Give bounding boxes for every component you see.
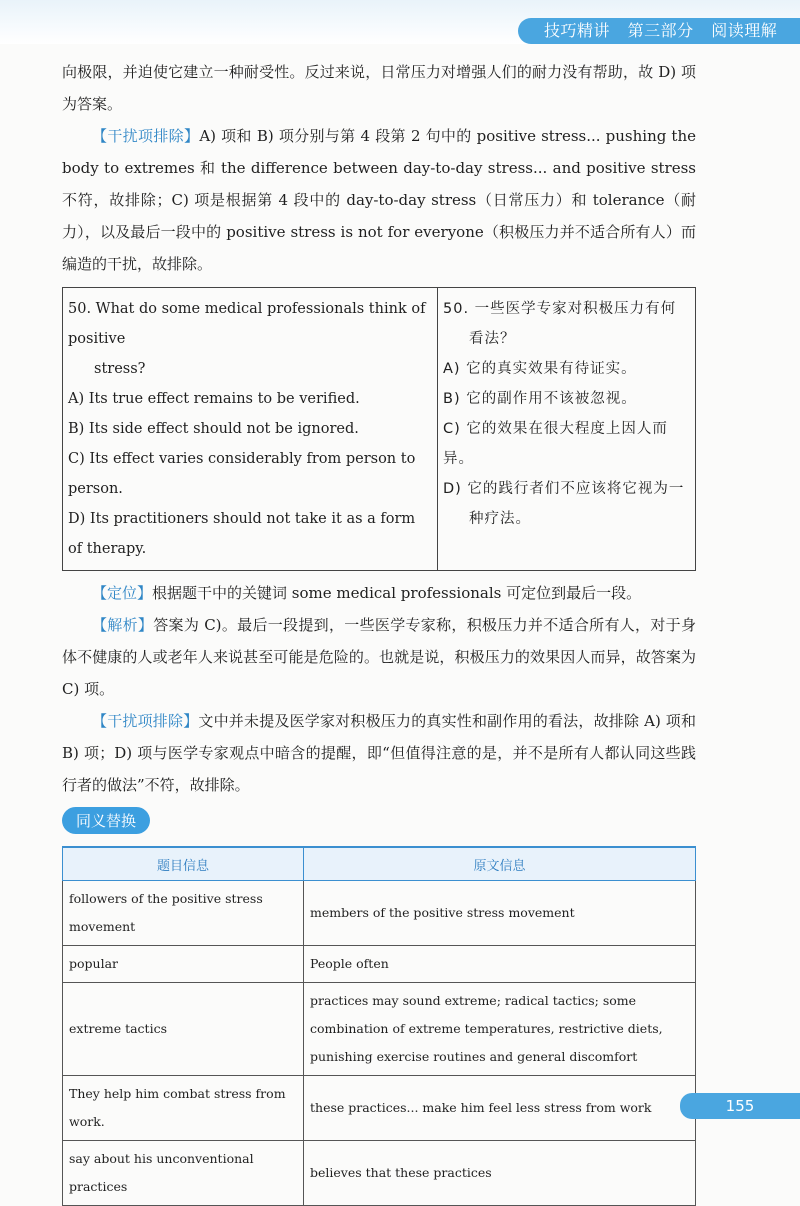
question-en-option-b: B) Its side effect should not be ignored. [68,421,359,437]
synonym-header-question: 题目信息 [63,847,304,881]
table-row [63,983,696,1076]
question-en-stem: 50. What do some medical professionals think of positive [68,301,426,347]
header-section: 技巧精讲 [544,21,611,40]
question-en-option-a: A) Its true effect remains to be verified. [68,391,360,407]
table-row [63,1076,696,1141]
question-en-option-c: C) Its effect varies considerably from person to person. [68,451,416,497]
synonym-header-original: 原文信息 [304,847,696,881]
synonym-header-row [63,847,696,881]
analysis-text: 答案为 C)。最后一段提到，一些医学专家称，积极压力并不适合所有人，对于身体不健康的人或老年人来说甚至可能是危险的。也就是说，积极压力的效果因人而异，故答案为 C) 项。 [62,616,696,698]
synonym-question-cell: extreme tactics [63,983,304,1076]
distractor-50-text: 文中并未提及医学家对积极压力的真实性和副作用的看法，故排除 A) 项和 B) 项；D) 项与医学专家观点中暗含的提醒，即“但值得注意的是，并不是所有人都认同这些践行者的做法”不符，故排除。 [62,712,696,794]
question-zh-stem-cont: 看法？ [469,331,516,347]
question-zh-stem: 50. 一些医学专家对积极压力有何 [443,301,677,317]
synonym-original-cell: these practices... make him feel less stress from work [304,1076,696,1141]
synonym-original-cell: members of the positive stress movement [304,881,696,946]
page-content [62,56,696,1206]
question-zh [438,288,696,571]
question-zh-option-c: C) 它的效果在很大程度上因人而异。 [443,421,668,467]
locate-text: 根据题干中的关键词 some medical professionals 可定位到最后一段。 [152,584,642,602]
synonym-original-cell: practices may sound extreme; radical tactics; some combination of extreme temperatures, restrictive diets, punishing exercise routines and general discomfort [304,983,696,1076]
question-zh-option-a: A) 它的真实效果有待证实。 [443,361,637,377]
distractor-text: A) 项和 B) 项分别与第 4 段第 2 句中的 positive stress... pushing the body to extremes 和 the difference between day-to-day stress... and positive stress 不符，故排除；C) 项是根据第 4 段中的 day-to-day stress（日常压力）和 tolerance（耐力），以及最后一段中的 positive stress is not for everyone（积极压力并不适合所有人）而编造的干扰，故排除。 [62,127,696,273]
header-tab [518,18,800,44]
table-row [63,1141,696,1206]
question-table [62,287,696,571]
table-row [63,881,696,946]
synonym-question-cell: followers of the positive stress movement [63,881,304,946]
synonym-question-cell: popular [63,946,304,983]
question-zh-option-d: D) 它的践行者们不应该将它视为一 [443,481,685,497]
synonym-original-cell: believes that these practices [304,1141,696,1206]
synonym-question-cell: say about his unconventional practices [63,1141,304,1206]
question-en-option-d: D) Its practitioners should not take it as a form of therapy. [68,511,416,557]
header-part: 第三部分 [627,21,694,40]
paragraph-analysis [62,609,696,705]
analysis-tag: 【解析】 [92,616,154,634]
synonym-label: 同义替换 [62,807,150,834]
page-number: 155 [680,1093,800,1119]
question-zh-option-d-cont: 种疗法。 [469,511,531,527]
table-row [63,946,696,983]
synonym-table [62,846,696,1206]
header-topic: 阅读理解 [711,21,778,40]
question-en [63,288,438,571]
question-zh-option-b: B) 它的副作用不该被忽视。 [443,391,637,407]
paragraph-distractor-49 [62,120,696,280]
synonym-original-cell: People often [304,946,696,983]
paragraph-locate [62,577,696,609]
question-en-stem-cont: stress? [94,361,146,377]
locate-tag: 【定位】 [92,584,153,602]
distractor-tag: 【干扰项排除】 [92,127,200,145]
paragraph-answer-explanation: 向极限，并迫使它建立一种耐受性。反过来说，日常压力对增强人们的耐力没有帮助，故 D) 项为答案。 [62,63,696,113]
paragraph-distractor-50 [62,705,696,801]
distractor-50-tag: 【干扰项排除】 [92,712,199,730]
synonym-question-cell: They help him combat stress from work. [63,1076,304,1141]
